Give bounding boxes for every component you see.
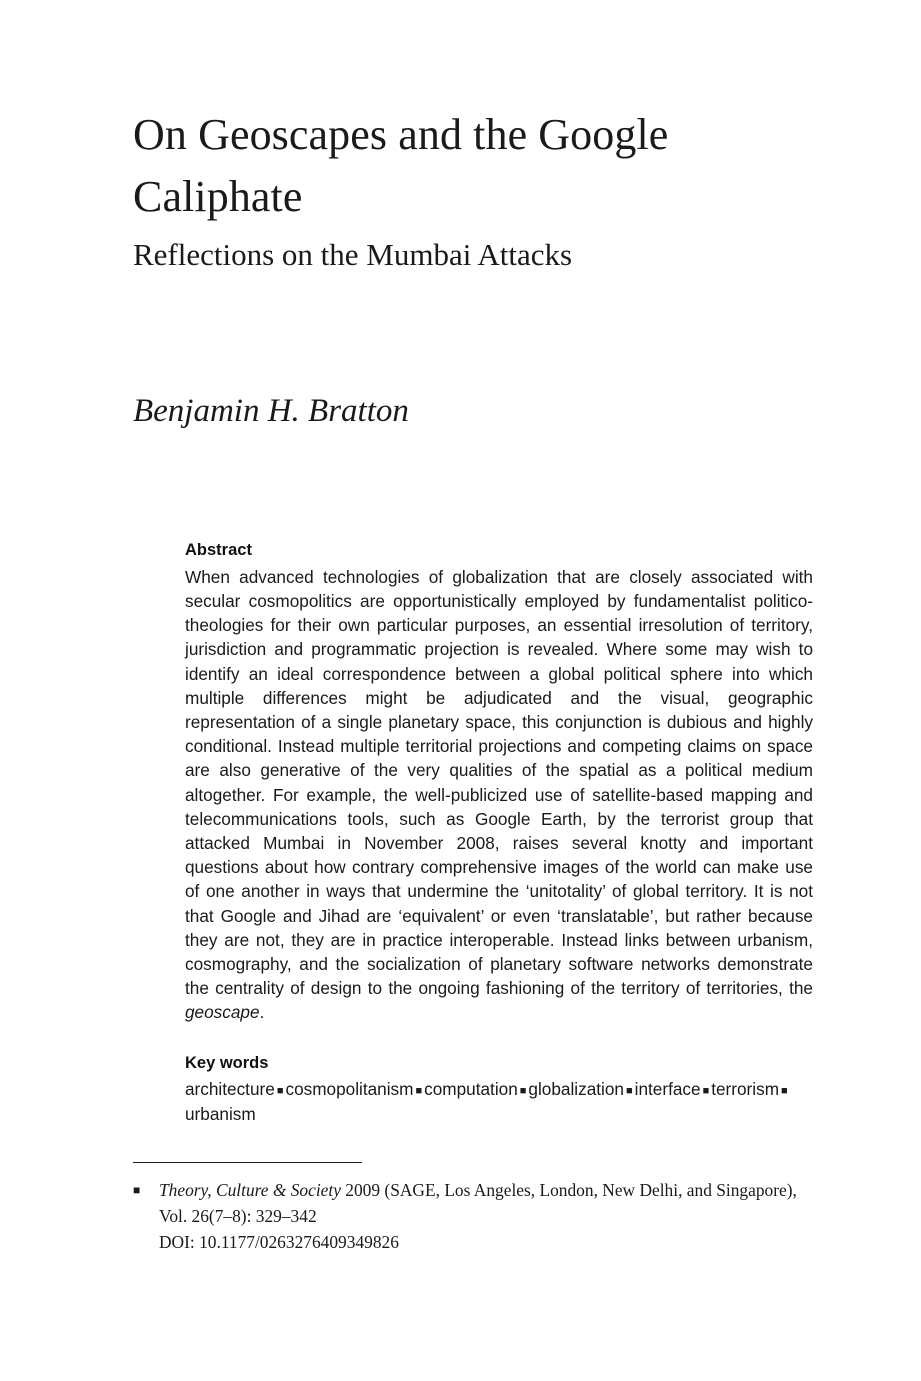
keyword-separator-icon: ■ [702, 1085, 710, 1098]
keyword-separator-icon: ■ [415, 1085, 423, 1098]
abstract-heading: Abstract [185, 541, 252, 559]
keyword-term: globalization [528, 1079, 624, 1100]
keyword-separator-icon: ■ [781, 1085, 788, 1098]
keyword-separator-icon: ■ [519, 1085, 527, 1098]
keywords-heading: Key words [185, 1053, 269, 1072]
abstract-body-part2: . [259, 1002, 265, 1023]
journal-title: Theory, Culture & Society [159, 1180, 341, 1200]
keyword-term: urbanism [185, 1103, 256, 1124]
keyword-term: architecture [185, 1079, 275, 1100]
abstract-body-part1: When advanced technologies of globalization that are closely associated with secular cosmopolitics are opportunistically employed by fundamentalist politico-theologies for their own particular purposes, an essential irresolution of territory, jurisdiction and programmatic projection is revealed. Where some may wish to identify an ideal correspondence between a global political sphere into which multiple differences might be adjudicated and the visual, geographic representation of a single planetary space, this conjunction is dubious and highly conditional. Instead multiple territorial projections and competing claims on space are also generative of the very qualities of the spatial as a political medium altogether. For example, the well-publicized use of satellite-based mapping and telecommunications tools, such as Google Earth, by the terrorist group that attacked Mumbai in November 2008, raises several knotty and important questions about how contrary comprehensive images of the world can make use of one another in ways that undermine the ‘unitotality’ of global territory. It is not that Google and Jihad are ‘equivalent’ or even ‘translatable’, but rather because they are not, they are in practice interoperable. Instead links between urbanism, cosmography, and the socialization of planetary software networks demonstrate the centrality of design to the ongoing fashioning of the territory of territories, the [185, 566, 813, 999]
footnote-block [133, 1162, 823, 1255]
publication-info: 2009 (SAGE, Los Angeles, London, New Delhi, and Singapore), [340, 1180, 797, 1200]
title-block [133, 104, 793, 275]
doi-line: DOI: 10.1177/0263276409349826 [159, 1232, 399, 1252]
footnote-divider [133, 1162, 362, 1163]
volume-line: Vol. 26(7–8): 329–342 [159, 1206, 317, 1226]
keyword-separator-icon: ■ [625, 1085, 633, 1098]
page-title: On Geoscapes and the Google Caliphate [133, 110, 669, 222]
keyword-term: computation [424, 1079, 518, 1100]
author-name: Benjamin H. Bratton [133, 393, 409, 429]
keyword-term: terrorism [711, 1079, 780, 1100]
footnote-citation-line [159, 1177, 823, 1203]
footnote-text [133, 1177, 823, 1255]
keyword-separator-icon: ■ [276, 1085, 284, 1098]
page-subtitle: Reflections on the Mumbai Attacks [133, 236, 573, 272]
keyword-term: interface [634, 1079, 701, 1100]
footnote-bullet-icon: ■ [133, 1183, 141, 1197]
keywords-list [185, 1077, 813, 1125]
keyword-term: cosmopolitanism [285, 1079, 414, 1100]
abstract-keyterm-geoscape: geoscape [185, 1002, 260, 1023]
abstract-block [185, 538, 813, 1126]
abstract-body [185, 565, 813, 1025]
